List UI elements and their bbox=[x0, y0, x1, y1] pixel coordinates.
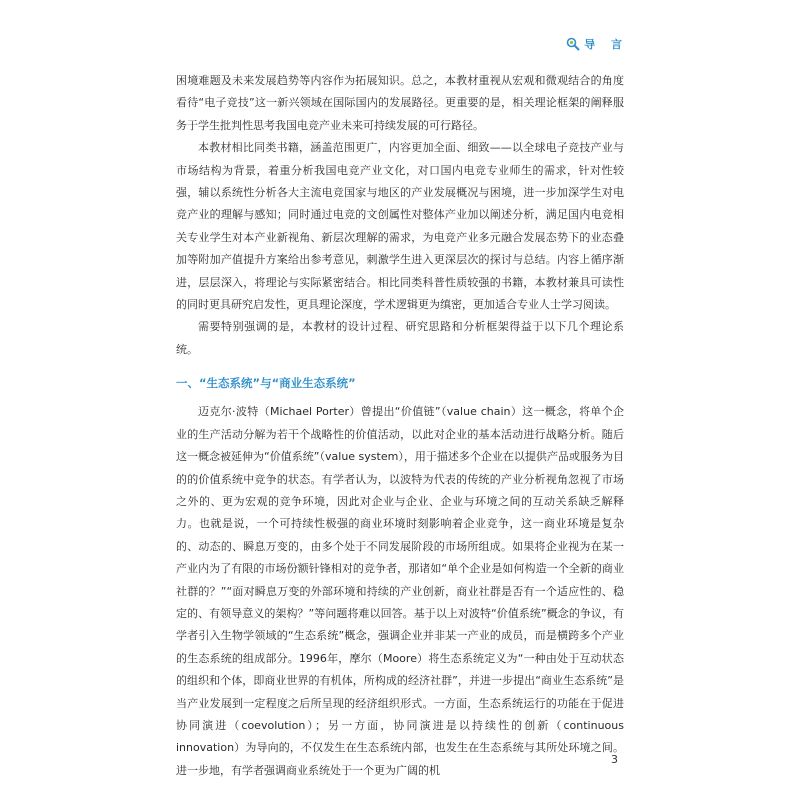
section-heading: 一、“生态系统”与“商业生态系统” bbox=[176, 376, 356, 391]
page-body bbox=[176, 70, 624, 782]
header-title: 导 言 bbox=[584, 38, 628, 51]
page-number: 3 bbox=[611, 753, 618, 766]
running-header bbox=[566, 36, 628, 52]
paragraph-intro-continued: 困境难题及未来发展趋势等内容作为拓展知识。总之，本教材重视从宏观和微观结合的角度看待“电子竞技”这一新兴领域在国际国内的发展路径。更重要的是，相关理论框架的阐释服务于学生批判性思考我国电竞产业未来可持续发展的可行路径。 bbox=[176, 74, 624, 132]
magnifier-icon bbox=[566, 37, 580, 51]
paragraph-theory-note: 需要特别强调的是，本教材的设计过程、研究思路和分析框架得益于以下几个理论系统。 bbox=[176, 320, 624, 356]
paragraph-porter-value-chain: 迈克尔·波特（Michael Porter）曾提出“价值链”（value chain）这一概念，将单个企业的生产活动分解为若干个战略性的价值活动，以此对企业的基本活动进行战略分析。随后这一概念被延伸为“价值系统”（value system），用于描述多个企业在以提供产品或服务为目的的价值系统中竞争的状态。有学者认为，以波特为代表的传统的产业分析视角忽视了市场之外的、更为宏观的竞争环境，因此对企业与企业、企业与环境之间的互动关系缺乏解释力。也就是说，一个可持续性极强的商业环境时刻影响着企业竞争，这一商业环境是复杂的、动态的、瞬息万变的，由多个处于不同发展阶段的市场所组成。如果将企业视为在某一产业内为了有限的市场份额针锋相对的竞争者，那诸如“单个企业是如何构造一个全新的商业社群的？”“面对瞬息万变的外部环境和持续的产业创新，商业社群是否有一个适应性的、稳定的、有领导意义的架构？”等问题将难以回答。基于以上对波特“价值系统”概念的争议，有学者引入生物学领域的“生态系统”概念，强调企业并非某一产业的成员，而是横跨多个产业的生态系统的组成部分。1996年，摩尔（Moore）将生态系统定义为“一种由处于互动状态的组织和个体，即商业世界的有机体，所构成的经济社群”，并进一步提出“商业生态系统”是当产业发展到一定程度之后所呈现的经济组织形式。一方面，生态系统运行的功能在于促进协同演进（coevolution）；另一方面，协同演进是以持续性的创新（continuous innovation）为导向的，不仅发生在生态系统内部，也发生在生态系统与其所处环境之间。进一步地，有学者强调商业系统处于一个更为广阔的机 bbox=[176, 405, 624, 777]
paragraph-textbook-comparison: 本教材相比同类书籍，涵盖范围更广，内容更加全面、细致——以全球电子竞技产业与市场结构为背景，着重分析我国电竞产业文化，对口国内电竞专业师生的需求，针对性较强，辅以系统性分析各大主流电竞国家与地区的产业发展概况与困境，进一步加深学生对电竞产业的理解与感知；同时通过电竞的文创属性对整体产业加以阐述分析，满足国内电竞相关专业学生对本产业新视角、新层次理解的需求，为电竞产业多元融合发展态势下的业态叠加等附加产值提升方案给出参考意见，刺激学生进入更深层次的探讨与总结。内容上循序渐进，层层深入，将理论与实际紧密结合。相比同类科普性质较强的书籍，本教材兼具可读性的同时更具研究启发性，更具理论深度，学术逻辑更为缜密，更加适合专业人士学习阅读。 bbox=[176, 141, 624, 312]
